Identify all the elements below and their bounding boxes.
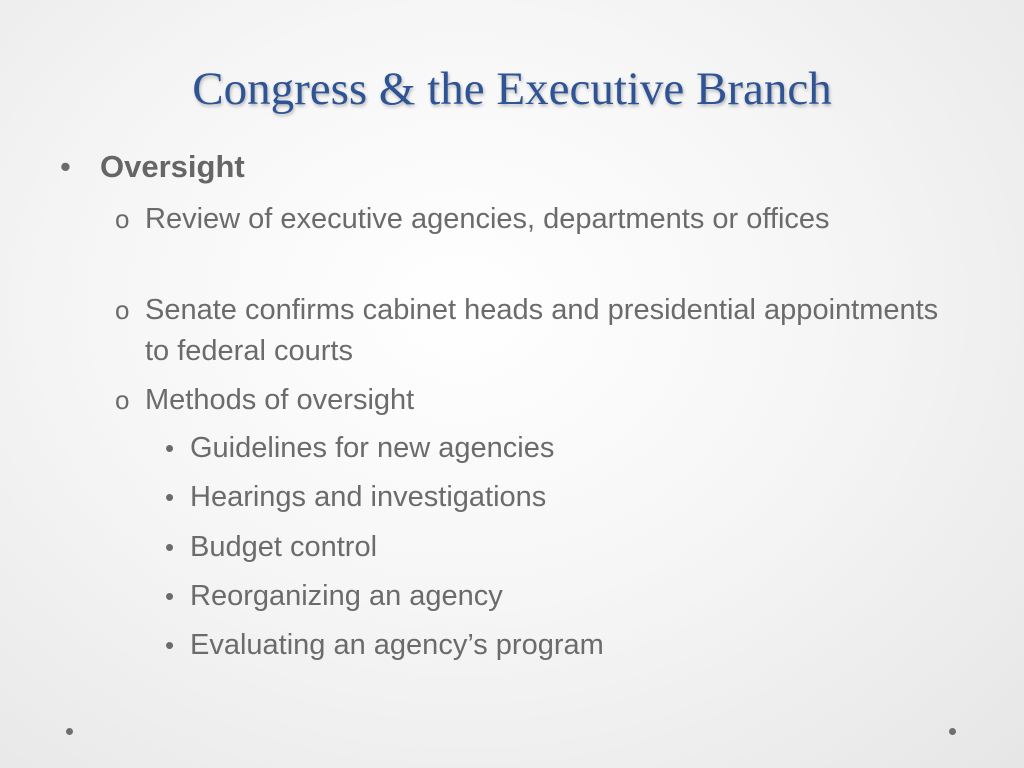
bullet-circle-icon: o	[115, 204, 130, 234]
list-item: Senate confirms cabinet heads and presidential appointments to federal courts	[145, 294, 939, 367]
list-item: Review of executive agencies, departments or offices	[145, 203, 830, 235]
bullet-circle-icon: o	[115, 295, 130, 325]
list-item: Evaluating an agency’s program	[190, 629, 604, 661]
section-heading: Oversight	[100, 149, 245, 184]
list-item: Hearings and investigations	[190, 481, 547, 513]
list-item: Methods of oversight	[145, 384, 415, 416]
corner-dot-icon	[949, 728, 956, 735]
bullet-dot-icon: •	[165, 630, 175, 660]
list-item: Guidelines for new agencies	[190, 432, 555, 464]
bullet-dot-icon: •	[165, 581, 175, 611]
bullet-dot-icon: •	[60, 149, 71, 184]
bullet-dot-icon: •	[165, 433, 175, 463]
bullet-circle-icon: o	[115, 385, 130, 415]
bullet-dot-icon: •	[165, 482, 175, 512]
list-item: Budget control	[190, 531, 378, 563]
bullet-dot-icon: •	[165, 532, 175, 562]
corner-dot-icon	[66, 728, 73, 735]
slide-title: Congress & the Executive Branch	[192, 63, 832, 115]
list-item: Reorganizing an agency	[190, 580, 503, 612]
